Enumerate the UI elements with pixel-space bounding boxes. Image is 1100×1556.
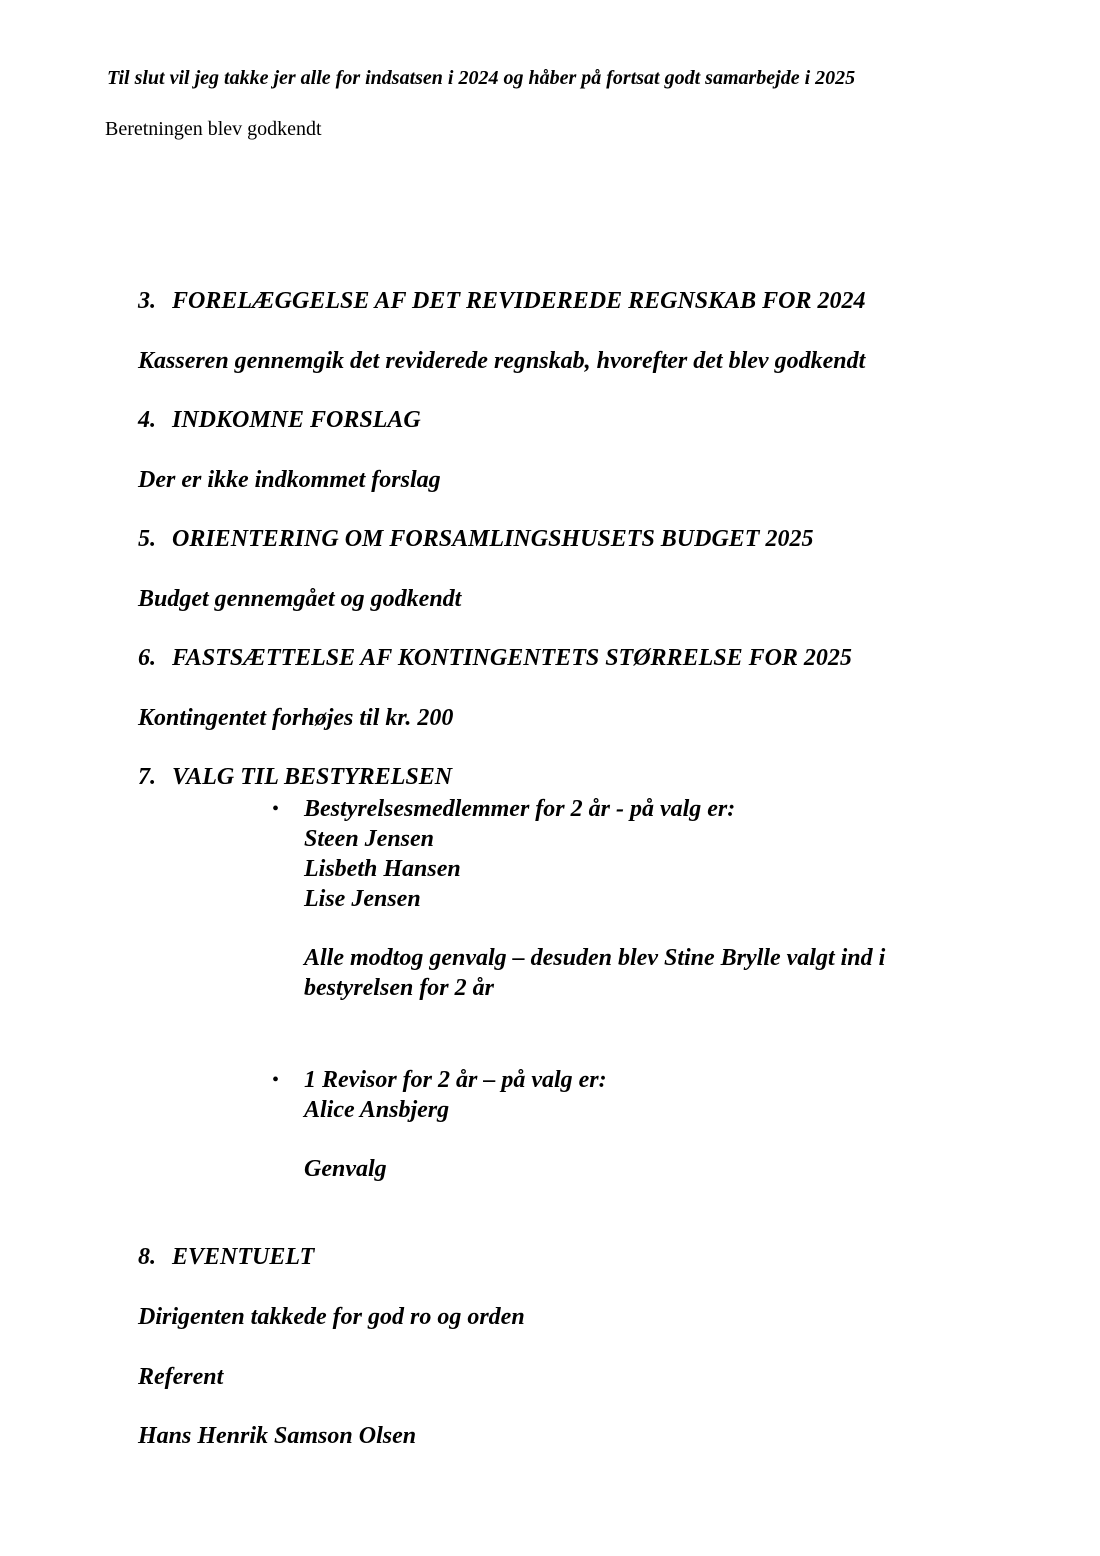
section-6-body: Kontingentet forhøjes til kr. 200 xyxy=(138,705,454,731)
section-3-heading xyxy=(138,286,866,316)
bullet-marker: • xyxy=(272,798,280,820)
closing-thanks-text: Til slut vil jeg takke jer alle for indsatsen i 2024 og håber på fortsat godt samarbejde i 2025 xyxy=(107,67,856,89)
section-title: FASTSÆTTELSE AF KONTINGENTETS STØRRELSE FOR 2025 xyxy=(172,645,852,671)
section-title: EVENTUELT xyxy=(172,1244,315,1270)
election-result-text: Genvalg xyxy=(304,1156,387,1182)
candidate-name: Alice Ansbjerg xyxy=(304,1097,450,1123)
section-number: 3. xyxy=(138,288,156,314)
candidate-name: Steen Jensen xyxy=(304,826,435,852)
referent-label: Referent xyxy=(138,1364,224,1390)
candidate-name: Lise Jensen xyxy=(304,886,421,912)
section-number: 6. xyxy=(138,645,156,671)
election-result-text: bestyrelsen for 2 år xyxy=(304,975,494,1001)
election-result-text: Alle modtog genvalg – desuden blev Stine Brylle valgt ind i xyxy=(304,945,886,971)
bullet-marker: • xyxy=(272,1069,280,1091)
section-number: 4. xyxy=(138,407,156,433)
section-5-heading xyxy=(138,524,813,554)
section-7-heading xyxy=(138,762,452,792)
section-title: VALG TIL BESTYRELSEN xyxy=(172,764,453,790)
section-3-body: Kasseren gennemgik det reviderede regnskab, hvorefter det blev godkendt xyxy=(138,348,866,374)
section-8-heading xyxy=(138,1242,314,1272)
section-title: INDKOMNE FORSLAG xyxy=(172,407,421,433)
section-number: 7. xyxy=(138,764,156,790)
section-title: ORIENTERING OM FORSAMLINGSHUSETS BUDGET 2025 xyxy=(172,526,814,552)
section-6-heading xyxy=(138,643,852,673)
section-number: 8. xyxy=(138,1244,156,1270)
section-8-body: Dirigenten takkede for god ro og orden xyxy=(138,1304,525,1330)
section-number: 5. xyxy=(138,526,156,552)
board-members-heading: Bestyrelsesmedlemmer for 2 år - på valg er: xyxy=(304,796,736,822)
section-title: FORELÆGGELSE AF DET REVIDEREDE REGNSKAB FOR 2024 xyxy=(172,288,866,314)
report-approved-text: Beretningen blev godkendt xyxy=(105,118,322,140)
referent-name: Hans Henrik Samson Olsen xyxy=(138,1423,417,1449)
section-4-body: Der er ikke indkommet forslag xyxy=(138,467,441,493)
section-5-body: Budget gennemgået og godkendt xyxy=(138,586,462,612)
section-4-heading xyxy=(138,405,421,435)
auditor-heading: 1 Revisor for 2 år – på valg er: xyxy=(304,1067,607,1093)
candidate-name: Lisbeth Hansen xyxy=(304,856,461,882)
